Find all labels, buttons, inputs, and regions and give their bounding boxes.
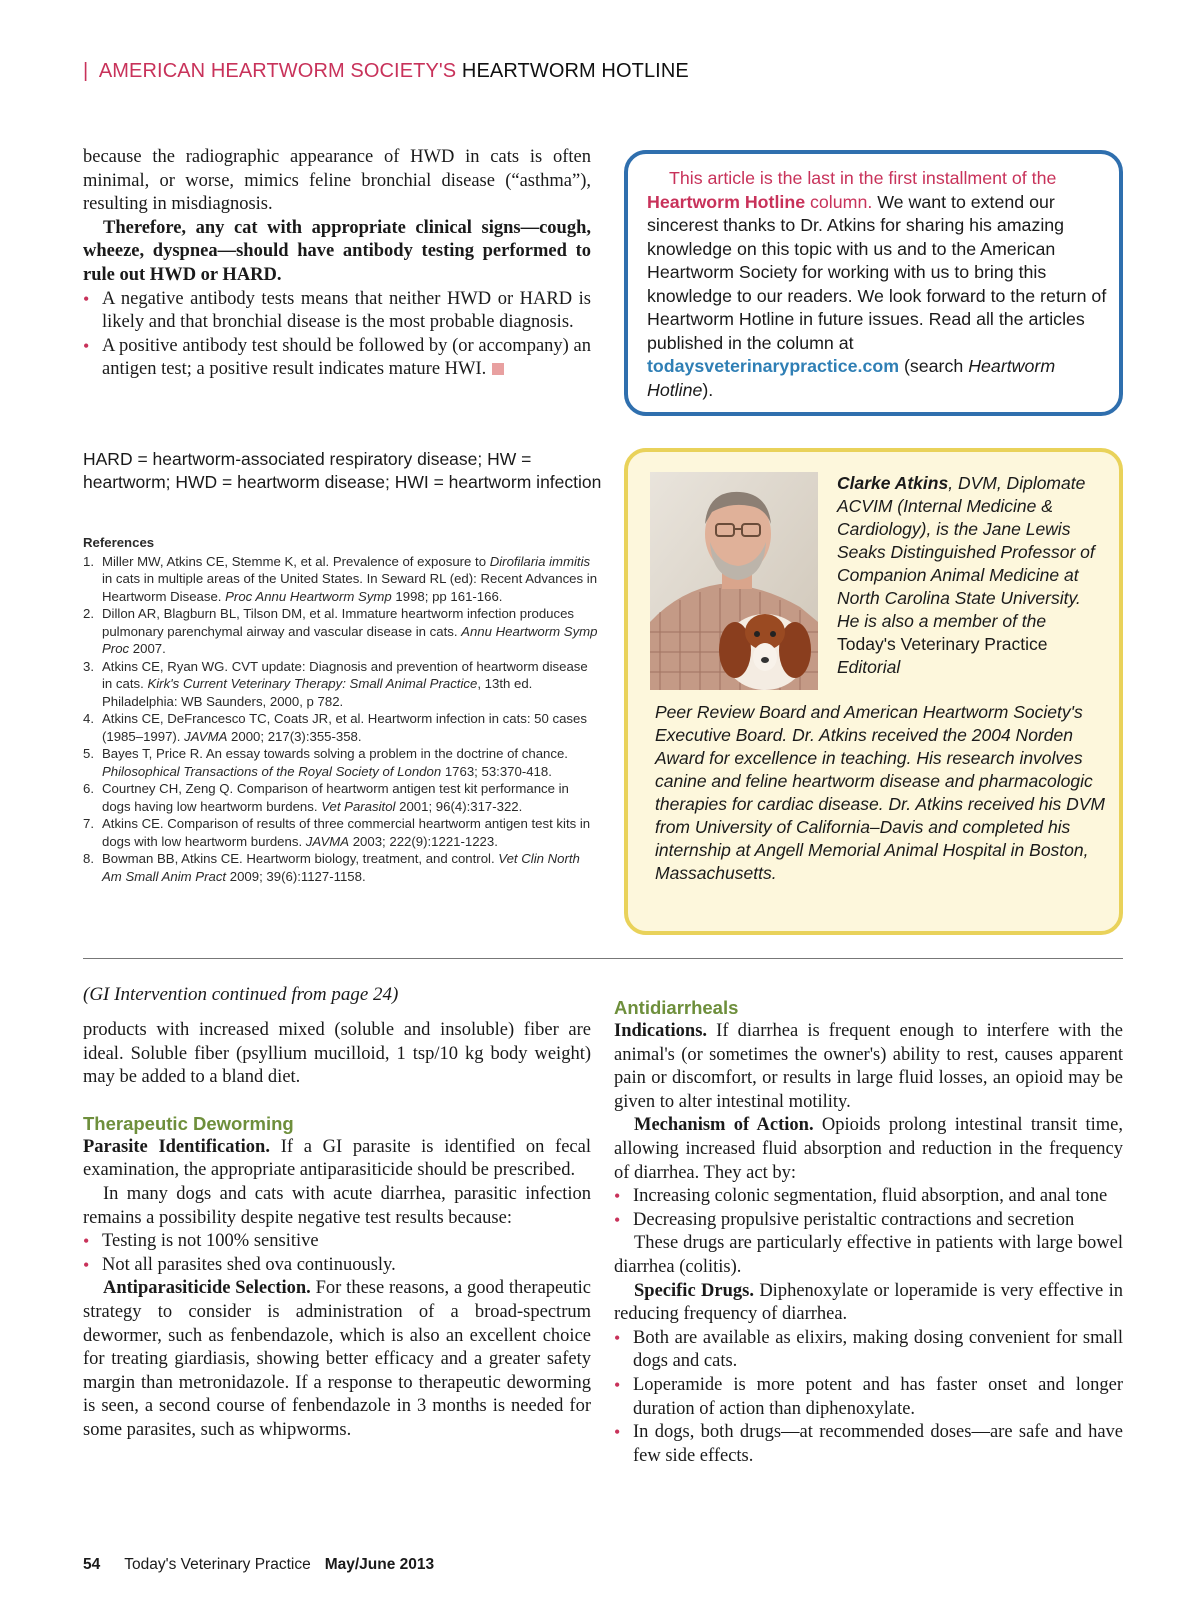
- section-divider: [83, 958, 1123, 959]
- continued-note: (GI Intervention continued from page 24): [83, 984, 399, 1005]
- note-column-name: Heartworm Hotline: [647, 191, 806, 212]
- bio-publication: Today's Veterinary Practice: [837, 634, 1048, 654]
- issue-date: May/June 2013: [324, 1556, 435, 1573]
- note-end: ).: [702, 379, 714, 400]
- reference-text: Bowman BB, Atkins CE. Heartworm biology, treatment, and control.: [102, 851, 499, 866]
- paragraph-text: For these reasons, a good therapeutic strategy to consider is administration of a broad-spectrum dewormer, such as fenbendazole, which is also an excellent choice for treating giardiasis, showing better efficacy and a greater safety margin than metronidazole. If a response to therapeutic deworming is seen, a second course of fenbendazole in 3 months is needed for some parasites, such as whipworms.: [83, 1278, 591, 1440]
- run-in-head: Mechanism of Action.: [634, 1115, 814, 1136]
- page-footer: [83, 1556, 434, 1574]
- bullet-list: [614, 1327, 1123, 1469]
- reference-item: [83, 658, 598, 711]
- reference-italic: JAVMA: [305, 833, 350, 849]
- header-bar: |: [83, 60, 89, 82]
- paragraph-text: Diphenoxylate or loperamide is very effective in reducing frequency of diarrhea.: [614, 1280, 1123, 1325]
- bold-paragraph: Therefore, any cat with appropriate clinical signs—cough, wheeze, dyspnea—should have antibody testing performed to rule out HWD or HARD.: [83, 217, 591, 285]
- reference-item: [83, 605, 598, 658]
- reference-number: 4.: [83, 711, 94, 726]
- reference-number: 7.: [83, 816, 94, 831]
- bullet-list: [83, 1230, 591, 1277]
- reference-text: 2001; 96(4):317-322.: [395, 798, 523, 814]
- paragraph: products with increased mixed (soluble and insoluble) fiber are ideal. Soluble fiber (psyllium mucilloid, 1 tsp/10 kg body weight) may be added to a bland diet.: [83, 1020, 591, 1088]
- reference-item: [83, 780, 598, 815]
- paragraph: In many dogs and cats with acute diarrhea, parasitic infection remains a possibility despite negative test results because:: [83, 1183, 591, 1228]
- reference-text: 2003; 222(9):1221-1223.: [349, 833, 498, 849]
- note-intro: This article is the last in the first installment of the: [669, 168, 1057, 188]
- bio-text-right: [837, 472, 1107, 679]
- reference-number: 6.: [83, 781, 94, 796]
- list-item: • Decreasing propulsive peristaltic contractions and secretion: [614, 1209, 1123, 1233]
- paragraph: [614, 1020, 1123, 1114]
- running-header: [83, 60, 689, 83]
- paragraph: because the radiographic appearance of HWD in cats is often minimal, or worse, mimics feline bronchial disease (“asthma”), resulting in misdiagnosis.: [83, 147, 591, 215]
- left-top-column: [83, 146, 591, 382]
- reference-text: in cats in multiple areas of the United States. In Seward RL (ed): Recent Advances in Heartworm Disease.: [102, 571, 598, 604]
- reference-item: [83, 553, 598, 606]
- bullet-list: [614, 1185, 1123, 1232]
- left-bottom-column: [83, 1019, 591, 1443]
- reference-italic: Vet Parasitol: [321, 798, 396, 814]
- reference-italic: Philosophical Transactions of the Royal Society of London: [102, 763, 442, 779]
- reference-item: [83, 850, 598, 885]
- abbreviations: HARD = heartworm-associated respiratory disease; HW = heartworm; HWD = heartworm disease; HWI = heartworm infection: [83, 449, 602, 492]
- bullet-list: [83, 288, 591, 382]
- run-in-head: Parasite Identification.: [83, 1136, 270, 1157]
- reference-text: 1998; pp 161-166.: [391, 588, 503, 604]
- note-search-term: Heartworm Hotline: [647, 356, 1056, 400]
- reference-text: Dillon AR, Blagburn BL, Tilson DM, et al. Immature heartworm infection produces pulmonary parenchymal airway and vascular disease in cats.: [102, 606, 575, 639]
- bio-credentials: , DVM, Diplomate ACVIM (Internal Medicine & Cardiology), is the Jane Lewis Seaks Distinguished Professor of Companion Animal Medicine at North Carolina State University. He is also a member of the: [837, 473, 1095, 631]
- note-column-word: column.: [805, 191, 873, 212]
- right-bottom-column: [614, 996, 1123, 1468]
- reference-italic: Proc Annu Heartworm Symp: [225, 588, 392, 604]
- bio-text-bottom: Peer Review Board and American Heartworm Society's Executive Board. Dr. Atkins received the 2004 Norden Award for excellence in teaching. His research involves canine and feline heartworm disease and pharmacologic therapies for cardiac disease. Dr. Atkins received his DVM from University of California–Davis and completed his internship at Angell Memorial Animal Hospital in Boston, Massachusetts.: [655, 702, 1105, 883]
- references: [83, 534, 598, 885]
- list-item: • A negative antibody tests means that neither HWD or HARD is likely and that bronchial disease is the most probable diagnosis.: [83, 288, 591, 335]
- reference-text: 2009; 39(6):1127-1158.: [226, 868, 366, 884]
- note-box-text: [647, 167, 1107, 402]
- website-link[interactable]: todaysveterinarypractice.com: [647, 356, 900, 376]
- header-society: AMERICAN HEARTWORM SOCIETY'S: [98, 60, 457, 82]
- subhead-antidiarrheals: Antidiarrheals: [614, 997, 739, 1018]
- bio-editorial: Editorial: [837, 657, 901, 677]
- paragraph: [83, 1277, 591, 1442]
- reference-number: 3.: [83, 658, 94, 674]
- list-item: • Both are available as elixirs, making dosing convenient for small dogs and cats.: [614, 1327, 1123, 1374]
- publication-name: Today's Veterinary Practice: [124, 1556, 311, 1573]
- page-number: 54: [83, 1556, 101, 1573]
- note-search: (search: [899, 356, 969, 376]
- list-item: • Testing is not 100% sensitive: [83, 1230, 591, 1254]
- reference-item: [83, 745, 598, 780]
- list-item: [83, 335, 591, 382]
- reference-text: , 13th ed. Philadelphia: WB Saunders, 2000, p 782.: [102, 676, 533, 709]
- end-mark-icon: [492, 363, 504, 375]
- paragraph: These drugs are particularly effective in patients with large bowel diarrhea (colitis).: [614, 1233, 1123, 1277]
- author-name: Clarke Atkins: [837, 473, 949, 493]
- reference-text: Atkins CE. Comparison of results of three commercial heartworm antigen test kits in dogs with low heartworm burdens.: [102, 816, 591, 849]
- header-hotline: HEARTWORM HOTLINE: [461, 60, 689, 82]
- paragraph-text: If a GI parasite is identified on fecal examination, the appropriate antiparasiticide should be prescribed.: [83, 1136, 591, 1181]
- reference-text: Miller MW, Atkins CE, Stemme K, et al. Prevalence of exposure to: [102, 553, 490, 569]
- author-photo: [650, 472, 818, 690]
- run-in-head: Antiparasiticide Selection.: [103, 1278, 311, 1299]
- list-item: • Not all parasites shed ova continuously.: [83, 1254, 591, 1278]
- paragraph: [83, 1136, 591, 1183]
- list-item: • Increasing colonic segmentation, fluid absorption, and anal tone: [614, 1185, 1123, 1209]
- reference-number: 2.: [83, 606, 94, 621]
- reference-italic: Annu Heartworm Symp Proc: [102, 623, 598, 656]
- reference-item: [83, 710, 598, 745]
- run-in-head: Indications.: [614, 1021, 708, 1041]
- reference-text: 2000; 217(3):355-358.: [227, 728, 362, 744]
- paragraph: [614, 1114, 1123, 1185]
- reference-text: 2007.: [129, 641, 166, 656]
- reference-text: Atkins CE, Ryan WG. CVT update: Diagnosis and prevention of heartworm disease in cats.: [102, 658, 588, 691]
- reference-italic: Vet Clin North Am Small Anim Pract: [102, 851, 580, 884]
- references-heading: References: [83, 535, 155, 550]
- subhead-therapeutic-deworming: Therapeutic Deworming: [83, 1112, 294, 1134]
- reference-italic: Kirk's Current Veterinary Therapy: Small Animal Practice: [147, 676, 478, 691]
- reference-text: Atkins CE, DeFrancesco TC, Coats JR, et al. Heartworm infection in cats: 50 cases (1985–1997).: [102, 711, 587, 744]
- reference-text: 1763; 53:370-418.: [441, 763, 552, 779]
- reference-italic: Dirofilaria immitis: [489, 553, 591, 569]
- references-list: [83, 553, 598, 886]
- reference-number: 1.: [83, 553, 94, 569]
- reference-italic: JAVMA: [184, 728, 228, 744]
- reference-text: Bayes T, Price R. An essay towards solving a problem in the doctrine of chance.: [102, 746, 568, 761]
- paragraph-text: Opioids prolong intestinal transit time, allowing increased fluid absorption and reduction in the frequency of diarrhea. They act by:: [614, 1115, 1123, 1183]
- list-item: • Loperamide is more potent and has faster onset and longer duration of action than diphenoxylate.: [614, 1374, 1123, 1421]
- reference-number: 5.: [83, 746, 94, 761]
- list-item-text: A positive antibody test should be followed by (or accompany) an antigen test; a positive result indicates mature HWI.: [102, 335, 591, 380]
- note-body: We want to extend our sincerest thanks to Dr. Atkins for sharing his amazing knowledge on this topic with us and to the American Heartworm Society for working with us to bring this knowledge to our readers. We look forward to the return of Heartworm Hotline in future issues. Read all the articles published in the column at: [647, 191, 1107, 353]
- paragraph-text: If diarrhea is frequent enough to interfere with the animal's (or sometimes the owner's) ability to rest, causes apparent pain or discomfort, or results in large fluid losses, an opioid may be given to alter intestinal motility.: [614, 1021, 1123, 1112]
- reference-text: Courtney CH, Zeng Q. Comparison of heartworm antigen test kit performance in dogs having low heartworm burdens.: [102, 781, 569, 814]
- paragraph: [614, 1280, 1123, 1327]
- reference-number: 8.: [83, 851, 94, 866]
- run-in-head: Specific Drugs.: [634, 1280, 754, 1301]
- list-item: • In dogs, both drugs—at recommended doses—are safe and have few side effects.: [614, 1421, 1123, 1468]
- reference-item: [83, 815, 598, 850]
